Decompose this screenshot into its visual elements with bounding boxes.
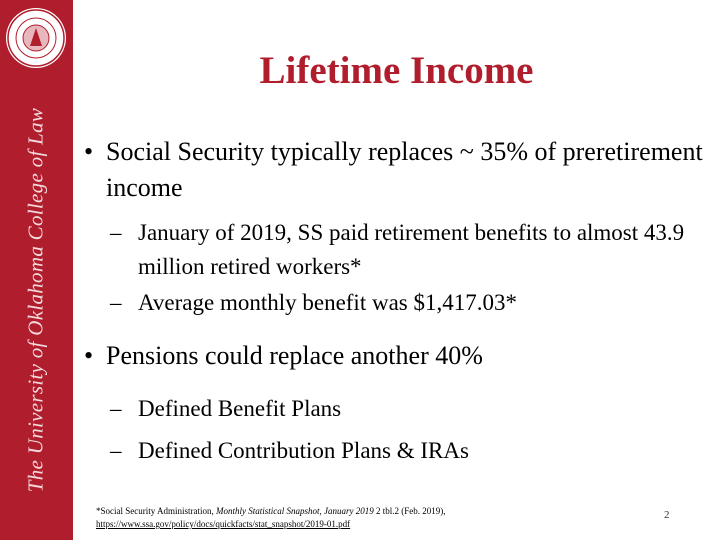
- sub-bullet-text: January of 2019, SS paid retirement benefits to almost 43.9 million retired workers*: [138, 220, 685, 279]
- bullet-dot: •: [84, 341, 94, 370]
- bullet-social-security: [80, 134, 710, 206]
- page-number: 2: [664, 509, 670, 521]
- bullet-dot: •: [84, 137, 94, 166]
- sidebar-vertical-text: The University of Oklahoma College of Law: [23, 107, 48, 493]
- sub-bullet-average-benefit: [80, 286, 710, 320]
- footnote: [96, 505, 556, 531]
- sub-bullet-retirement-benefits: [80, 216, 710, 284]
- sub-bullet-dash: –: [110, 438, 122, 463]
- sub-bullet-dash: –: [110, 396, 122, 421]
- bullet-text: Social Security typically replaces ~ 35% of preretirement income: [106, 137, 703, 202]
- sub-bullet-defined-contribution: [80, 434, 710, 468]
- footnote-italic: Monthly Statistical Snapshot, January 2019: [216, 506, 374, 516]
- footnote-prefix: *Social Security Administration,: [96, 506, 216, 516]
- slide-title: Lifetime Income: [259, 49, 534, 92]
- sidebar: [0, 0, 73, 540]
- sub-bullet-dash: –: [110, 290, 122, 315]
- footnote-suffix: 2 tbl.2 (Feb. 2019),: [373, 506, 446, 516]
- slide-content: [80, 134, 710, 468]
- sub-bullet-defined-benefit: [80, 392, 710, 426]
- bullet-text: Pensions could replace another 40%: [106, 341, 483, 370]
- sub-bullet-dash: –: [110, 220, 122, 245]
- sub-bullet-text: Average monthly benefit was $1,417.03*: [138, 290, 517, 315]
- bullet-pensions: [80, 338, 710, 374]
- university-seal-icon: [4, 6, 68, 70]
- footnote-link[interactable]: https://www.ssa.gov/policy/docs/quickfacts/stat_snapshot/2019-01.pdf: [96, 519, 351, 529]
- sub-bullet-text: Defined Benefit Plans: [138, 396, 342, 421]
- sub-bullet-text: Defined Contribution Plans & IRAs: [138, 438, 469, 463]
